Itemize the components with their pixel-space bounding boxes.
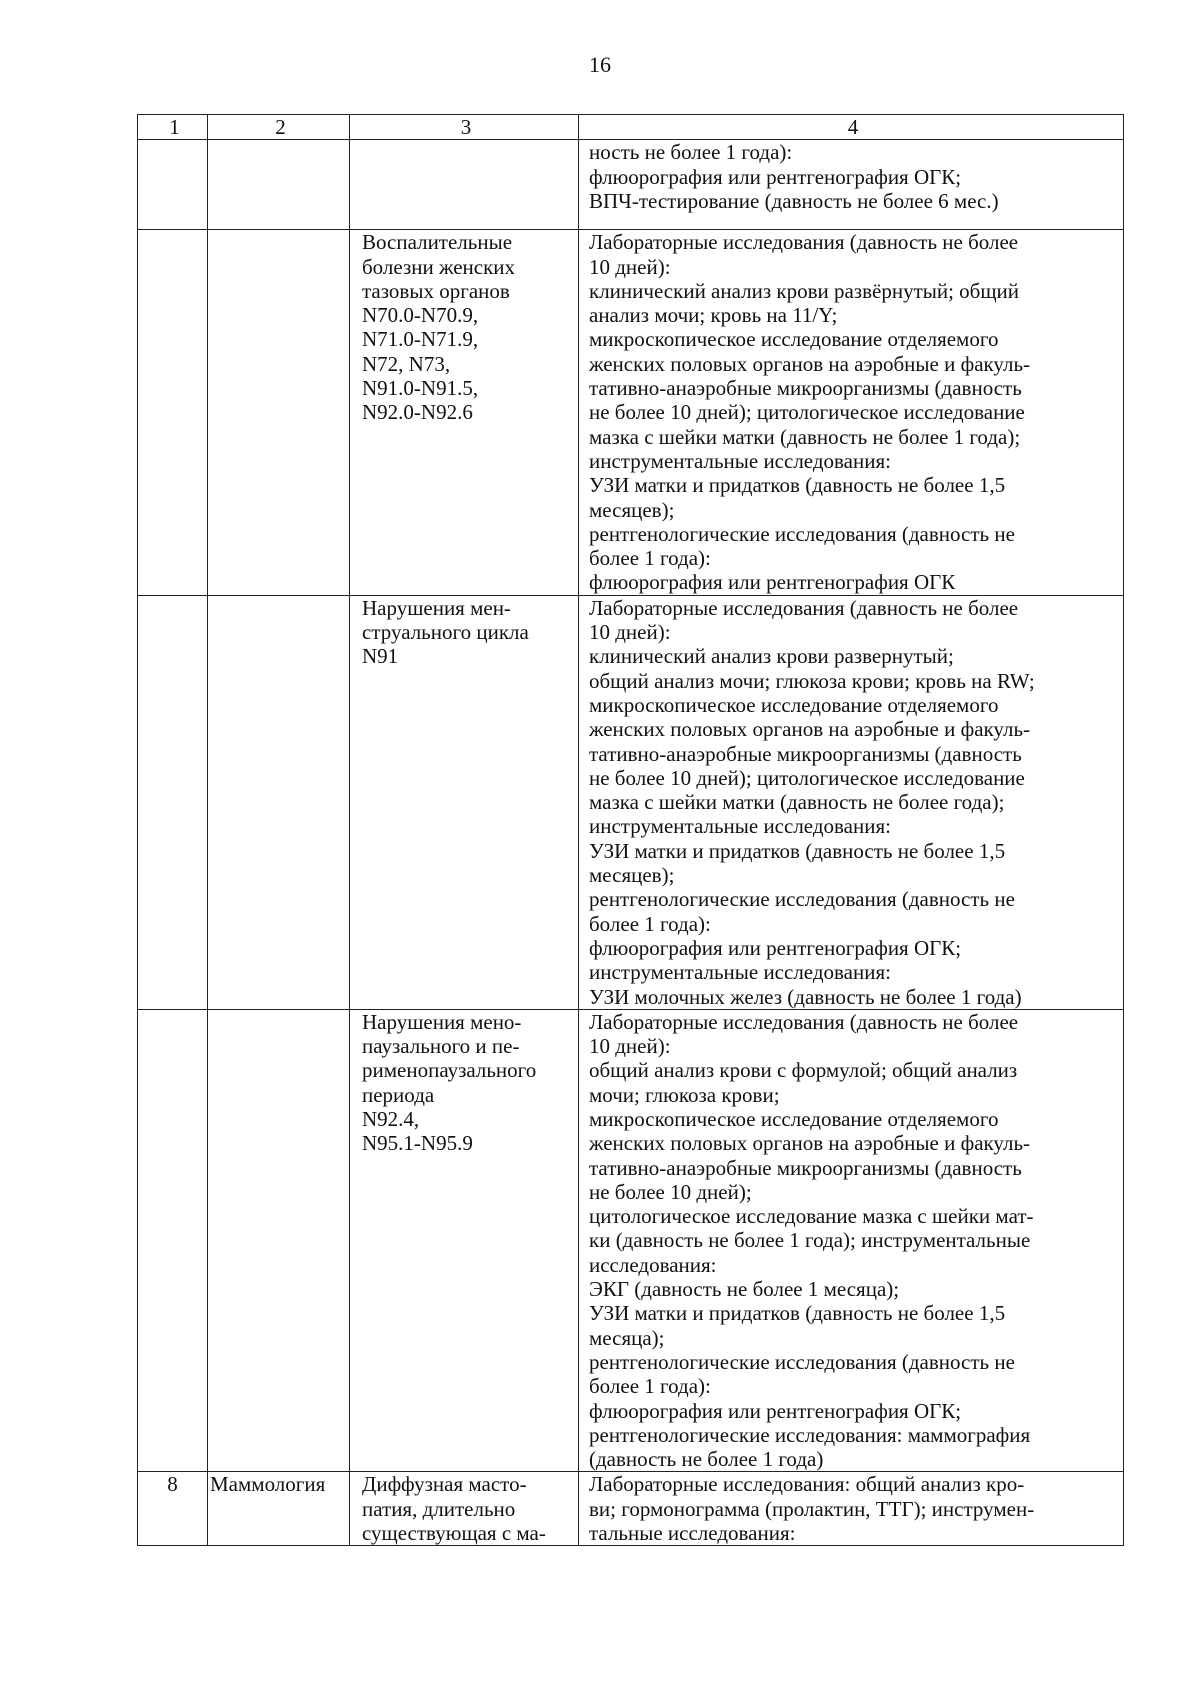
diagnosis-line: N72, N73, bbox=[362, 351, 451, 376]
examinations-line: УЗИ матки и придатков (давность не более 1,5 bbox=[589, 473, 1006, 498]
examinations-line: общий анализ крови с формулой; общий анализ bbox=[589, 1058, 1018, 1083]
examinations-line: клинический анализ крови развёрнутый; общий bbox=[589, 278, 1020, 303]
diagnosis-line: струального цикла bbox=[362, 620, 529, 645]
diagnosis-line: Нарушения мено- bbox=[362, 1009, 522, 1034]
diagnosis-line: N91.0-N91.5, bbox=[362, 376, 479, 401]
specialty-cell: Маммология bbox=[208, 1472, 350, 1546]
examinations-line: Лабораторные исследования: общий анализ кро- bbox=[589, 1472, 1025, 1497]
diagnosis-cell bbox=[350, 595, 579, 1009]
examinations-line: не более 10 дней); цитологическое исследование bbox=[589, 400, 1025, 425]
examinations-line: рентгенологические исследования (давность не bbox=[589, 887, 1015, 912]
diagnosis-line: болезни женских bbox=[362, 254, 516, 279]
diagnosis-line: патия, длительно bbox=[362, 1496, 516, 1521]
examinations-line: 10 дней): bbox=[589, 254, 671, 279]
examinations-line: флюорография или рентгенография ОГК; bbox=[589, 935, 962, 960]
examinations-line: 10 дней): bbox=[589, 620, 671, 645]
examinations-cell bbox=[579, 140, 1124, 230]
examinations-line: рентгенологические исследования (давность не bbox=[589, 1349, 1015, 1374]
examinations-line: ки (давность не более 1 года); инструментальные bbox=[589, 1228, 1031, 1253]
header-cell-4: 4 bbox=[579, 115, 1124, 140]
diagnosis-line: N95.1-N95.9 bbox=[362, 1131, 473, 1156]
examinations-line: микроскопическое исследование отделяемого bbox=[589, 327, 999, 352]
examinations-line: месяцев); bbox=[589, 497, 675, 522]
examinations-line: рентгенологические исследования (давность не bbox=[589, 521, 1015, 546]
specialty-cell bbox=[208, 1009, 350, 1472]
examinations-line: микроскопическое исследование отделяемого bbox=[589, 1106, 999, 1131]
examinations-line: женских половых органов на аэробные и факуль- bbox=[589, 1131, 1031, 1156]
examinations-line: месяца); bbox=[589, 1325, 665, 1350]
examinations-line: клинический анализ крови развернутый; bbox=[589, 644, 954, 669]
examinations-line: флюорография или рентгенография ОГК bbox=[589, 570, 956, 595]
examinations-line: УЗИ матки и придатков (давность не более 1,5 bbox=[589, 838, 1006, 863]
examinations-cell bbox=[579, 230, 1124, 595]
table-row bbox=[138, 140, 1124, 230]
examinations-line: ви; гормонограмма (пролактин, ТТГ); инструмен- bbox=[589, 1496, 1035, 1521]
examinations-line: исследования: bbox=[589, 1252, 717, 1277]
examinations-line: УЗИ матки и придатков (давность не более 1,5 bbox=[589, 1301, 1006, 1326]
examinations-line: мазка с шейки матки (давность не более года); bbox=[589, 790, 1005, 815]
examinations-line: УЗИ молочных желез (давность не более 1 года) bbox=[589, 984, 1022, 1009]
examinations-line: не более 10 дней); цитологическое исследование bbox=[589, 765, 1025, 790]
specialty-cell bbox=[208, 595, 350, 1009]
diagnosis-cell bbox=[350, 1472, 579, 1546]
diagnosis-line: периода bbox=[362, 1082, 435, 1107]
header-cell-1: 1 bbox=[138, 115, 208, 140]
examinations-line: тативно-анаэробные микроорганизмы (давность bbox=[589, 376, 1022, 401]
examinations-line: анализ мочи; кровь на 11/Y; bbox=[589, 303, 838, 328]
examinations-line: тативно-анаэробные микроорганизмы (давность bbox=[589, 741, 1022, 766]
specialty-cell bbox=[208, 230, 350, 595]
row-number-cell bbox=[138, 140, 208, 230]
examinations-line: инструментальные исследования: bbox=[589, 960, 891, 985]
examinations-cell bbox=[579, 1009, 1124, 1472]
diagnosis-line: N70.0-N70.9, bbox=[362, 303, 479, 328]
examinations-line: месяцев); bbox=[589, 863, 675, 888]
examinations-line: мочи; глюкоза крови; bbox=[589, 1082, 780, 1107]
examinations-line: женских половых органов на аэробные и факуль- bbox=[589, 351, 1031, 376]
table-row bbox=[138, 1472, 1124, 1546]
examinations-line: общий анализ мочи; глюкоза крови; кровь на RW; bbox=[589, 668, 1035, 693]
examinations-line: инструментальные исследования: bbox=[589, 814, 891, 839]
table-row bbox=[138, 230, 1124, 595]
requirements-table bbox=[137, 114, 1124, 1546]
diagnosis-line: существующая с ма- bbox=[362, 1521, 546, 1546]
diagnosis-line: Нарушения мен- bbox=[362, 595, 511, 620]
table-header-row bbox=[138, 115, 1124, 140]
examinations-line: ЭКГ (давность не более 1 месяца); bbox=[589, 1277, 900, 1302]
examinations-line: микроскопическое исследование отделяемого bbox=[589, 692, 999, 717]
header-cell-3: 3 bbox=[350, 115, 579, 140]
header-cell-2: 2 bbox=[208, 115, 350, 140]
diagnosis-line: паузального и пе- bbox=[362, 1034, 520, 1059]
specialty-cell bbox=[208, 140, 350, 230]
table-row bbox=[138, 595, 1124, 1009]
diagnosis-line: N91 bbox=[362, 644, 399, 669]
examinations-line: Лабораторные исследования (давность не более bbox=[589, 230, 1019, 255]
examinations-line: (давность не более 1 года) bbox=[589, 1447, 824, 1472]
examinations-line: мазка с шейки матки (давность не более 1 года); bbox=[589, 424, 1021, 449]
examinations-line: ность не более 1 года): bbox=[589, 140, 793, 165]
examinations-line: Лабораторные исследования (давность не более bbox=[589, 595, 1019, 620]
diagnosis-line: N92.4, bbox=[362, 1106, 420, 1131]
row-number-cell: 8 bbox=[138, 1472, 208, 1546]
examinations-line: флюорография или рентгенография ОГК; bbox=[589, 164, 962, 189]
diagnosis-cell bbox=[350, 1009, 579, 1472]
examinations-cell bbox=[579, 595, 1124, 1009]
diagnosis-cell bbox=[350, 140, 579, 230]
examinations-line: более 1 года): bbox=[589, 1374, 711, 1399]
examinations-line: более 1 года): bbox=[589, 546, 711, 571]
row-number-cell bbox=[138, 595, 208, 1009]
diagnosis-line: N92.0-N92.6 bbox=[362, 400, 473, 425]
examinations-line: более 1 года): bbox=[589, 911, 711, 936]
examinations-line: женских половых органов на аэробные и факуль- bbox=[589, 717, 1031, 742]
examinations-line: инструментальные исследования: bbox=[589, 448, 891, 473]
examinations-line: рентгенологические исследования: маммография bbox=[589, 1422, 1031, 1447]
examinations-line: флюорография или рентгенография ОГК; bbox=[589, 1398, 962, 1423]
examinations-line: тативно-анаэробные микроорганизмы (давность bbox=[589, 1155, 1022, 1180]
diagnosis-line: Воспалительные bbox=[362, 230, 513, 255]
diagnosis-line: тазовых органов bbox=[362, 278, 510, 303]
diagnosis-line: N71.0-N71.9, bbox=[362, 327, 479, 352]
diagnosis-cell bbox=[350, 230, 579, 595]
diagnosis-line: рименопаузального bbox=[362, 1058, 537, 1083]
page-number: 16 bbox=[589, 52, 611, 77]
table-row bbox=[138, 1009, 1124, 1472]
row-number-cell bbox=[138, 230, 208, 595]
examinations-line: цитологическое исследование мазка с шейки мат- bbox=[589, 1204, 1034, 1229]
examinations-line: не более 10 дней); bbox=[589, 1179, 752, 1204]
examinations-line: Лабораторные исследования (давность не более bbox=[589, 1009, 1019, 1034]
diagnosis-line: Диффузная масто- bbox=[362, 1472, 527, 1497]
examinations-line: тальные исследования: bbox=[589, 1521, 796, 1546]
row-number-cell bbox=[138, 1009, 208, 1472]
examinations-line: 10 дней): bbox=[589, 1034, 671, 1059]
examinations-line: ВПЧ-тестирование (давность не более 6 мес.) bbox=[589, 188, 999, 213]
examinations-cell bbox=[579, 1472, 1124, 1546]
